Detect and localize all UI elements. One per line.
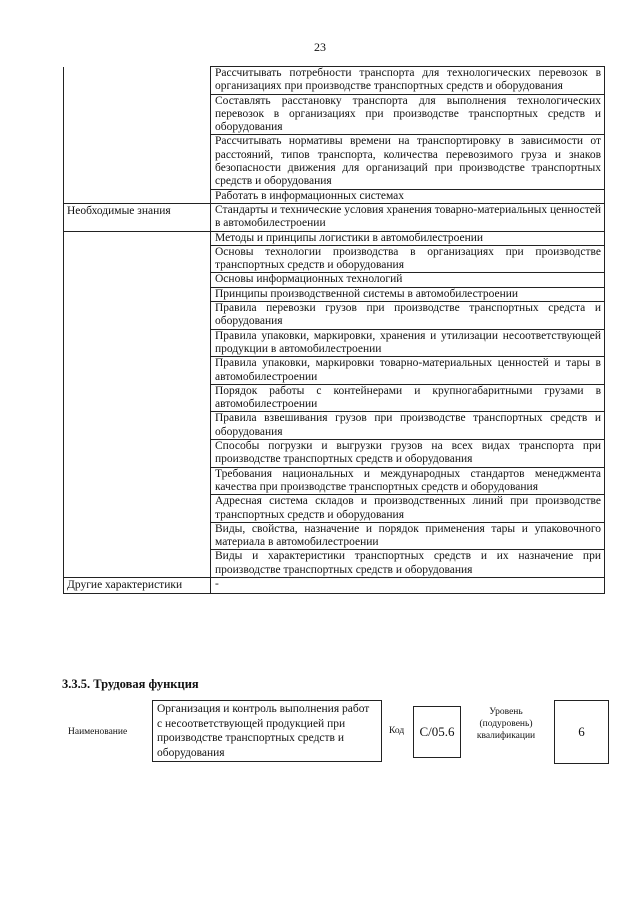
table-row — [64, 384, 605, 412]
row-description: Стандарты и технические условия хранения товарно-материальных ценностей в автомобилестроении — [211, 203, 605, 231]
row-category — [64, 467, 211, 495]
table-row — [64, 287, 605, 301]
table-row — [64, 495, 605, 523]
table-row — [64, 189, 605, 203]
row-category — [64, 412, 211, 440]
row-category — [64, 67, 211, 95]
row-description: Правила взвешивания грузов при производстве транспортных средств и оборудования — [211, 412, 605, 440]
row-category — [64, 302, 211, 330]
row-description: Виды, свойства, назначение и порядок применения тары и упаковочного материала в автомобилестроении — [211, 522, 605, 550]
row-description: Порядок работы с контейнерами и крупногабаритными грузами в автомобилестроении — [211, 384, 605, 412]
table-row — [64, 522, 605, 550]
qualification-level-label: Уровень (подуровень) квалификации — [476, 707, 536, 741]
table-row — [64, 67, 605, 95]
row-description: Правила упаковки, маркировки товарно-материальных ценностей и тары в автомобилестроении — [211, 357, 605, 385]
row-category — [64, 522, 211, 550]
row-description: Рассчитывать потребности транспорта для технологических перевозок в организациях при производстве транспортных средств и оборудования — [211, 67, 605, 95]
page-number: 23 — [314, 40, 326, 54]
row-description: Правила упаковки, маркировки, хранения и утилизации несоответствующей продукции в автомобилестроении — [211, 329, 605, 357]
table-row — [64, 440, 605, 468]
table-row — [64, 135, 605, 189]
function-name-box: Организация и контроль выполнения работ с несоответствующей продукцией при производстве транспортных средств и оборудования — [152, 700, 382, 762]
table-row — [64, 357, 605, 385]
row-description: Методы и принципы логистики в автомобилестроении — [211, 231, 605, 245]
row-category: Другие характеристики — [64, 577, 211, 593]
row-category — [64, 287, 211, 301]
row-description: Адресная система складов и производственных линий при производстве транспортных средств и оборудования — [211, 495, 605, 523]
row-description: Требования национальных и международных стандартов менеджмента качества при производстве транспортных средств и оборудования — [211, 467, 605, 495]
table-row — [64, 302, 605, 330]
row-description: Правила перевозки грузов при производстве транспортных средста и оборудования — [211, 302, 605, 330]
row-description: Рассчитывать нормативы времени на транспортировку в зависимости от расстояний, типов транспорта, количества перевозимого груза и знаков безопасности движения для организаций при производстве транспортных средств и оборудования — [211, 135, 605, 189]
function-code-box: C/05.6 — [413, 706, 461, 758]
row-category — [64, 357, 211, 385]
name-label: Наименование — [68, 727, 128, 737]
row-category — [64, 189, 211, 203]
row-category — [64, 550, 211, 578]
table-row — [64, 550, 605, 578]
row-description: Виды и характеристики транспортных средств и их назначение при производстве транспортных средств и оборудования — [211, 550, 605, 578]
row-description: Основы информационных технологий — [211, 273, 605, 287]
row-category — [64, 245, 211, 273]
code-label: Код — [389, 726, 405, 736]
knowledge-skills-table — [63, 66, 605, 594]
table-row — [64, 412, 605, 440]
row-description: Составлять расстановку транспорта для выполнения технологических перевозок в организациях при производстве транспортных средств и оборудования — [211, 94, 605, 135]
row-category — [64, 440, 211, 468]
row-category: Необходимые знания — [64, 203, 211, 231]
table-row — [64, 94, 605, 135]
row-category — [64, 273, 211, 287]
table-row — [64, 467, 605, 495]
table-row — [64, 273, 605, 287]
row-description: Основы технологии производства в организациях при производстве транспортных средств и оборудования — [211, 245, 605, 273]
row-description: Способы погрузки и выгрузки грузов на всех видах транспорта при производстве транспортных средств и оборудования — [211, 440, 605, 468]
row-category — [64, 495, 211, 523]
row-description: Принципы производственной системы в автомобилестроении — [211, 287, 605, 301]
table-row — [64, 231, 605, 245]
row-category — [64, 329, 211, 357]
qualification-level-box: 6 — [554, 700, 609, 764]
row-category — [64, 94, 211, 135]
table-row — [64, 203, 605, 231]
row-category — [64, 231, 211, 245]
table-row — [64, 577, 605, 593]
row-category — [64, 384, 211, 412]
table-row — [64, 329, 605, 357]
section-title: 3.3.5. Трудовая функция — [62, 677, 199, 691]
table-row — [64, 245, 605, 273]
row-category — [64, 135, 211, 189]
row-description: - — [211, 577, 605, 593]
row-description: Работать в информационных системах — [211, 189, 605, 203]
